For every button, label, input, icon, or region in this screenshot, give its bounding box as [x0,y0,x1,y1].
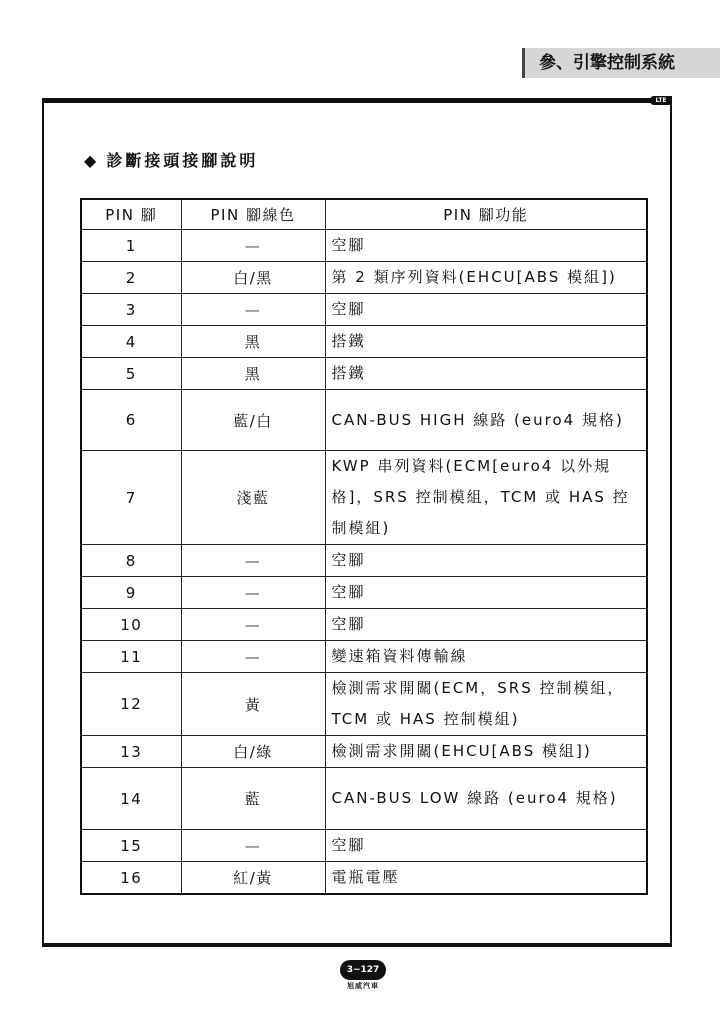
pin-function: 空腳 [325,609,647,641]
wire-color: 黑 [181,326,325,358]
wire-color: 淺藍 [181,451,325,545]
table-row [81,390,647,451]
pin-function: CAN-BUS LOW 線路 (euro4 規格) [325,768,647,830]
table-row [81,830,647,862]
pin-function: CAN-BUS HIGH 線路 (euro4 規格) [325,390,647,451]
pin-function: 空腳 [325,545,647,577]
wire-color: — [181,294,325,326]
wire-color: — [181,609,325,641]
pin-function: 檢測需求開關(ECM，SRS 控制模組，TCM 或 HAS 控制模組) [325,673,647,736]
table-row [81,609,647,641]
wire-color: 黃 [181,673,325,736]
pin-function: KWP 串列資料(ECM[euro4 以外規格]，SRS 控制模組，TCM 或 HAS 控制模組) [325,451,647,545]
wire-color: 藍/白 [181,390,325,451]
pin-number: 1 [81,230,181,262]
pin-function: 空腳 [325,294,647,326]
frame-right-border [670,103,672,943]
table-row [81,768,647,830]
table-row [81,230,647,262]
table-row [81,862,647,895]
wire-color: 黑 [181,358,325,390]
pin-number: 8 [81,545,181,577]
diamond-bullet-icon: ◆ [84,151,97,170]
pin-number: 7 [81,451,181,545]
pin-function: 第 2 類序列資料(EHCU[ABS 模組]) [325,262,647,294]
pin-number: 11 [81,641,181,673]
header-wire-color: PIN 腳線色 [181,199,325,230]
wire-color: 藍 [181,768,325,830]
pin-number: 16 [81,862,181,895]
page-number-badge: 3~127 [340,960,386,980]
wire-color: — [181,577,325,609]
wire-color: 白/黑 [181,262,325,294]
pin-number: 9 [81,577,181,609]
pin-function: 變速箱資料傳輸線 [325,641,647,673]
table-row [81,451,647,545]
pin-number: 15 [81,830,181,862]
wire-color: — [181,830,325,862]
pin-function: 搭鐵 [325,326,647,358]
section-title-text: 診斷接頭接腳說明 [106,151,259,170]
wire-color: 紅/黃 [181,862,325,895]
pin-function: 空腳 [325,830,647,862]
header-pin: PIN 腳 [81,199,181,230]
header-logo: LTE [655,97,667,104]
publisher-label: 旭威汽車 [347,982,379,990]
pin-function: 搭鐵 [325,358,647,390]
pin-number: 4 [81,326,181,358]
top-rule [42,98,672,103]
chapter-tab: 參、引擎控制系統 [522,48,720,78]
header-pin-function: PIN 腳功能 [325,199,647,230]
table-row [81,358,647,390]
wire-color: — [181,545,325,577]
table-row [81,545,647,577]
table-row [81,577,647,609]
pin-number: 3 [81,294,181,326]
frame-left-border [42,103,44,943]
pin-table [80,198,648,895]
table-row [81,294,647,326]
pin-number: 6 [81,390,181,451]
wire-color: 白/綠 [181,736,325,768]
section-title [84,148,258,172]
pin-number: 13 [81,736,181,768]
table-row [81,736,647,768]
table-row [81,326,647,358]
bottom-rule [42,943,672,947]
pin-number: 12 [81,673,181,736]
pin-function: 檢測需求開關(EHCU[ABS 模組]) [325,736,647,768]
table-row [81,673,647,736]
pin-function: 空腳 [325,230,647,262]
pin-number: 2 [81,262,181,294]
pin-function: 電瓶電壓 [325,862,647,895]
table-row [81,262,647,294]
pin-number: 14 [81,768,181,830]
pin-number: 10 [81,609,181,641]
pin-number: 5 [81,358,181,390]
wire-color: — [181,641,325,673]
table-header-row [81,199,647,230]
wire-color: — [181,230,325,262]
table-row [81,641,647,673]
pin-function: 空腳 [325,577,647,609]
